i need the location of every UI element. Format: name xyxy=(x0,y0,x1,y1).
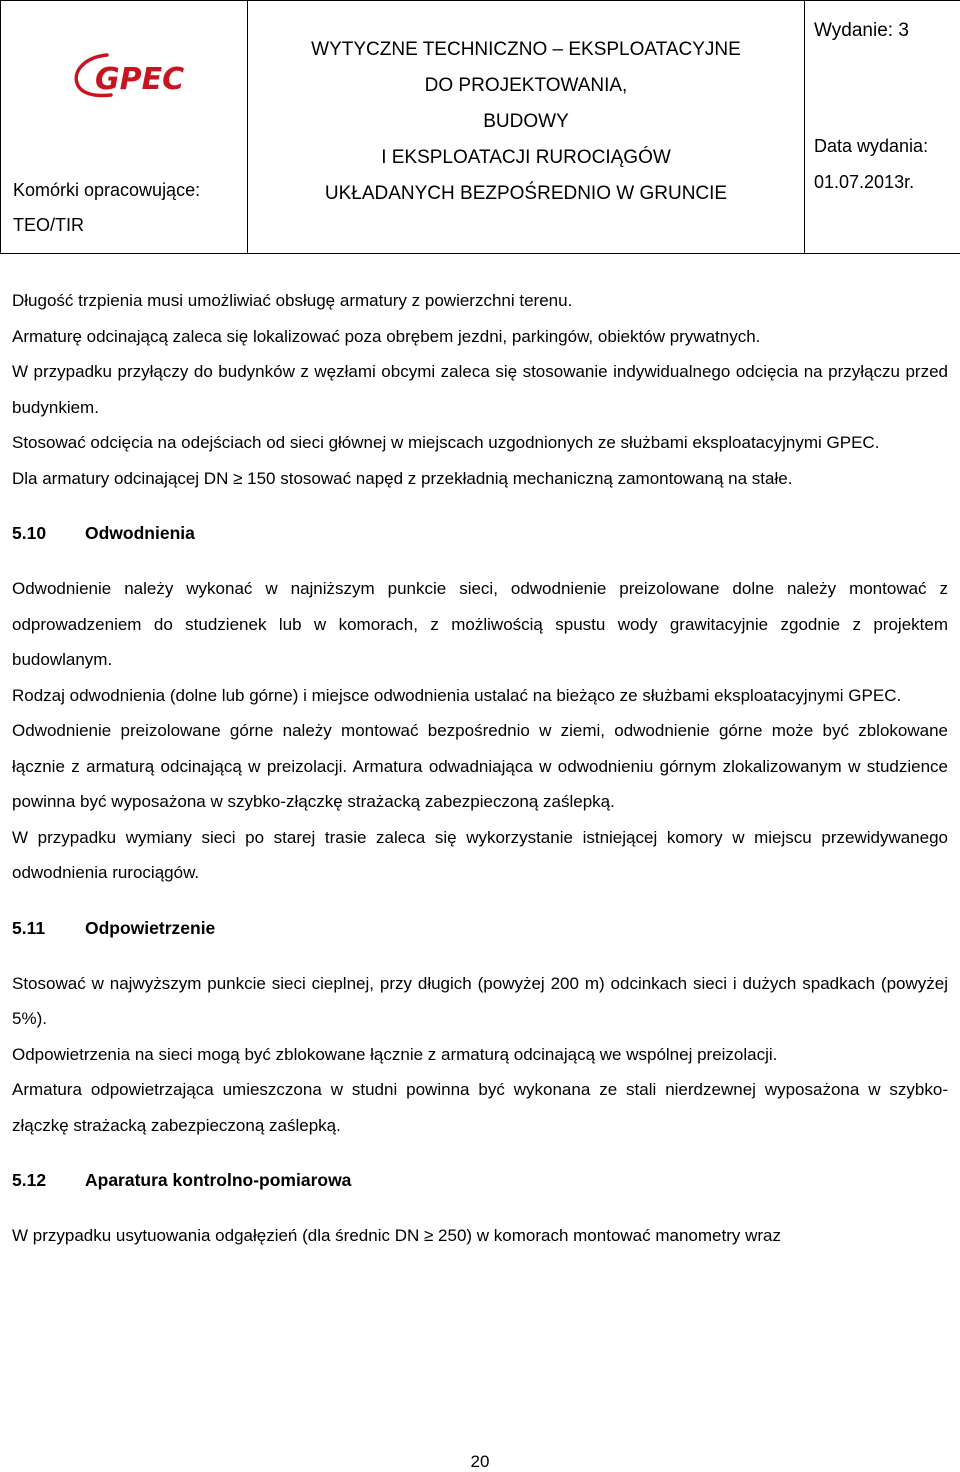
issue-date-value: 01.07.2013r. xyxy=(814,172,915,192)
paragraph: W przypadku wymiany sieci po starej trasie zaleca się wykorzystanie istniejącej komory w miejscu przewidywanego odwodnienia rurociągów. xyxy=(12,827,948,882)
section-number: 5.11 xyxy=(12,917,46,938)
paragraph: Odwodnienie preizolowane górne należy montować bezpośrednio w ziemi, odwodnienie górne może być zblokowane łącznie z armaturą odcinającą w preizolacji. Armatura odwadniająca w odwodnieniu górnym zlokalizowanym w studzience powinna być wyposażona w szybko-złączkę strażacką zabezpieczoną zaślepką. xyxy=(12,721,948,811)
section-number: 5.10 xyxy=(12,523,47,543)
paragraph: Długość trzpienia musi umożliwiać obsługę armatury z powierzchni terenu. xyxy=(12,291,573,310)
paragraph: Stosować odcięcia na odejściach od sieci głównej w miejscach uzgodnionych ze służbami eksploatacyjnymi GPEC. xyxy=(12,433,880,452)
section-number: 5.12 xyxy=(12,1170,47,1190)
title-line: DO PROJEKTOWANIA, xyxy=(424,75,628,96)
header-left-cell xyxy=(1,1,248,254)
paragraph: W przypadku przyłączy do budynków z węzłami obcymi zaleca się stosowanie indywidualnego odcięcia na przyłączu przed budynkiem. xyxy=(12,362,948,417)
page-number: 20 xyxy=(470,1452,490,1471)
section-title: Odwodnienia xyxy=(85,523,195,543)
prepared-by-value: TEO/TIR xyxy=(13,215,84,235)
title-line: I EKSPLOATACJI RUROCIĄGÓW xyxy=(381,147,671,168)
section-heading xyxy=(12,911,948,946)
gpec-logo xyxy=(71,51,201,99)
section-title: Aparatura kontrolno-pomiarowa xyxy=(85,1170,352,1190)
title-line: UKŁADANYCH BEZPOŚREDNIO W GRUNCIE xyxy=(324,183,728,204)
paragraph: Odpowietrzenia na sieci mogą być zblokowane łącznie z armaturą odcinającą we wspólnej preizolacji. xyxy=(12,1044,778,1064)
edition-label: Wydanie: 3 xyxy=(814,20,909,41)
title-line: BUDOWY xyxy=(483,111,569,132)
header-right-cell xyxy=(805,1,960,254)
paragraph: Armaturę odcinającą zaleca się lokalizować poza obrębem jezdni, parkingów, obiektów prywatnych. xyxy=(12,326,761,346)
document-body xyxy=(12,283,948,1254)
title-line: WYTYCZNE TECHNICZNO – EKSPLOATACYJNE xyxy=(311,39,741,60)
paragraph: W przypadku usytuowania odgałęzień (dla średnic DN ≥ 250) w komorach montować manometry wraz xyxy=(12,1226,781,1245)
section-title: Odpowietrzenie xyxy=(85,917,216,938)
section-heading xyxy=(12,516,948,551)
paragraph: Stosować w najwyższym punkcie sieci cieplnej, przy długich (powyżej 200 m) odcinkach sieci i dużych spadkach (powyżej 5%). xyxy=(12,973,948,1028)
document-header xyxy=(0,0,960,254)
document-title xyxy=(248,1,805,254)
prepared-by-label: Komórki opracowujące: xyxy=(13,180,201,200)
paragraph: Armatura odpowietrzająca umieszczona w studni powinna być wykonana ze stali nierdzewnej wyposażona w szybko-złączkę strażacką zabezpieczoną zaślepką. xyxy=(12,1080,948,1135)
paragraph: Odwodnienie należy wykonać w najniższym punkcie sieci, odwodnienie preizolowane dolne należy montować z odprowadzeniem do studzienek lub w komorach, z możliwością spustu wody grawitacyjnie zgodnie z projektem budowlanym. xyxy=(12,579,948,669)
paragraph: Rodzaj odwodnienia (dolne lub górne) i miejsce odwodnienia ustalać na bieżąco ze służbami eksploatacyjnymi GPEC. xyxy=(12,685,902,705)
section-heading xyxy=(12,1163,948,1198)
issue-date-label: Data wydania: xyxy=(814,136,929,156)
paragraph: Dla armatury odcinającej DN ≥ 150 stosować napęd z przekładnią mechaniczną zamontowaną na stałe. xyxy=(12,468,793,488)
logo-text: GPEC xyxy=(95,62,185,97)
